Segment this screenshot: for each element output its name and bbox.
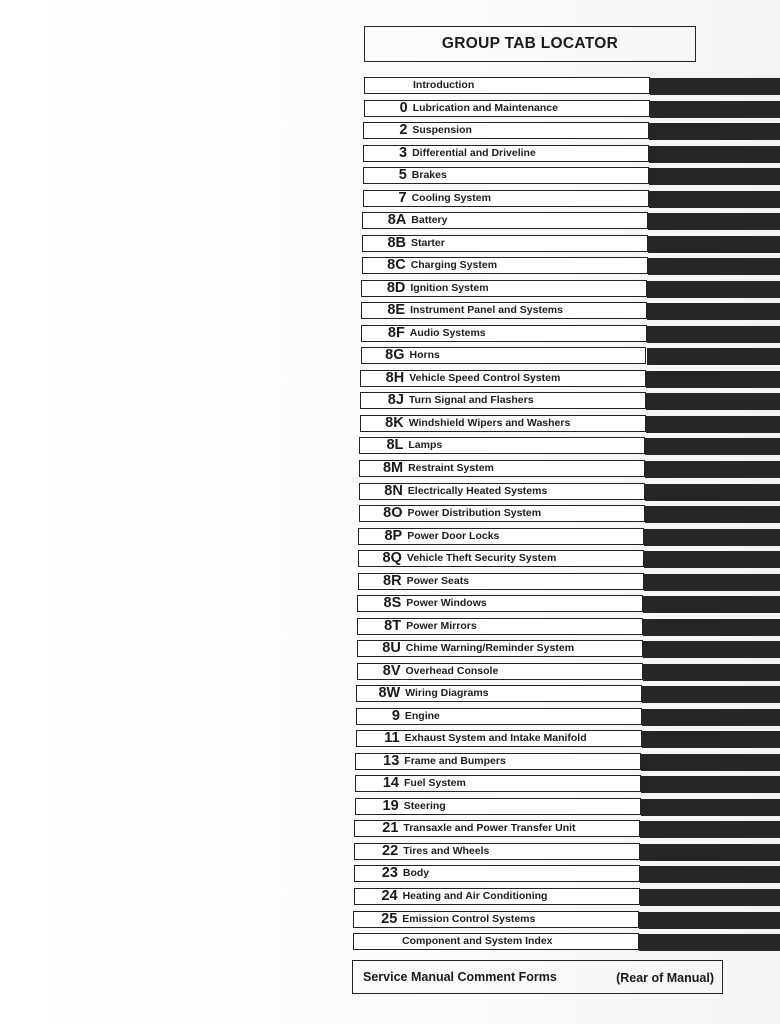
group-row[interactable] bbox=[357, 663, 780, 680]
group-number: 8P bbox=[384, 527, 403, 544]
group-number: 8J bbox=[387, 392, 404, 409]
group-number: 8S bbox=[383, 595, 402, 612]
group-number: 8M bbox=[382, 459, 404, 476]
group-row[interactable] bbox=[362, 235, 780, 252]
group-row[interactable] bbox=[355, 798, 780, 815]
group-label: Battery bbox=[411, 214, 448, 227]
group-row[interactable] bbox=[362, 257, 780, 274]
group-label: Vehicle Speed Control System bbox=[409, 371, 561, 384]
page-title: GROUP TAB LOCATOR bbox=[364, 26, 696, 62]
group-tab-marker bbox=[640, 844, 780, 861]
group-label: Charging System bbox=[410, 259, 498, 272]
group-number: 8L bbox=[386, 437, 404, 454]
group-number: 8H bbox=[385, 369, 405, 386]
group-row[interactable] bbox=[358, 528, 780, 545]
group-row[interactable] bbox=[355, 753, 780, 770]
group-label: Power Windows bbox=[406, 597, 487, 610]
group-number: 8A bbox=[387, 212, 407, 229]
group-label: Steering bbox=[403, 799, 446, 812]
group-tab-marker bbox=[649, 168, 780, 185]
group-number: 5 bbox=[398, 167, 407, 184]
group-row[interactable] bbox=[356, 708, 780, 725]
group-tab-marker bbox=[649, 123, 780, 140]
group-number: 25 bbox=[381, 910, 398, 927]
group-label: Wiring Diagrams bbox=[405, 687, 489, 700]
group-label: Audio Systems bbox=[409, 326, 486, 339]
group-row[interactable] bbox=[354, 820, 780, 837]
group-row[interactable] bbox=[364, 77, 780, 94]
group-number: 8T bbox=[384, 617, 402, 634]
group-label: Engine bbox=[404, 709, 440, 722]
group-tab-marker bbox=[650, 101, 780, 118]
group-row[interactable] bbox=[355, 775, 780, 792]
group-row[interactable] bbox=[353, 911, 780, 928]
group-row[interactable] bbox=[364, 100, 780, 117]
group-tab-marker bbox=[648, 258, 780, 275]
group-label: Suspension bbox=[412, 124, 472, 137]
group-row[interactable] bbox=[357, 618, 780, 635]
group-label: Chime Warning/Reminder System bbox=[405, 642, 575, 655]
group-row[interactable] bbox=[353, 933, 780, 950]
group-label: Lamps bbox=[408, 439, 443, 452]
group-number: 3 bbox=[399, 144, 408, 161]
group-number: 8C bbox=[387, 257, 406, 274]
group-tab-marker bbox=[645, 461, 780, 478]
group-label: Power Door Locks bbox=[407, 529, 500, 542]
group-row[interactable] bbox=[359, 437, 780, 454]
group-row[interactable] bbox=[357, 640, 780, 657]
group-label: Exhaust System and Intake Manifold bbox=[404, 732, 587, 745]
group-row[interactable] bbox=[359, 483, 780, 500]
group-label: Body bbox=[402, 867, 430, 880]
group-label: Electrically Heated Systems bbox=[407, 484, 548, 497]
group-tab-marker bbox=[648, 236, 780, 253]
group-number: 8U bbox=[382, 640, 401, 657]
group-number: 8N bbox=[384, 482, 403, 499]
group-row[interactable] bbox=[363, 145, 780, 162]
group-label: Tires and Wheels bbox=[403, 844, 490, 857]
group-tab-marker bbox=[644, 551, 780, 568]
group-row[interactable] bbox=[360, 392, 780, 409]
group-number: 8G bbox=[385, 347, 405, 364]
group-label: Restraint System bbox=[408, 461, 494, 474]
group-number: 8B bbox=[387, 234, 406, 251]
group-tab-marker bbox=[642, 731, 780, 748]
group-number: 8W bbox=[378, 685, 401, 702]
group-tab-marker bbox=[642, 686, 780, 703]
group-label: Frame and Bumpers bbox=[404, 754, 506, 767]
group-label: Vehicle Theft Security System bbox=[406, 552, 557, 565]
footer-box bbox=[352, 960, 723, 994]
group-row[interactable] bbox=[358, 550, 780, 567]
group-tab-marker bbox=[650, 78, 780, 95]
group-row[interactable] bbox=[361, 325, 780, 342]
group-tab-marker bbox=[641, 754, 780, 771]
group-tab-marker bbox=[639, 934, 780, 951]
group-number: 8K bbox=[385, 414, 404, 431]
group-tab-marker bbox=[648, 213, 780, 230]
rear-of-manual-note: (Rear of Manual) bbox=[616, 971, 714, 985]
group-label: Starter bbox=[411, 236, 445, 249]
group-number: 13 bbox=[383, 752, 400, 769]
group-number: 8F bbox=[387, 324, 405, 341]
group-row[interactable] bbox=[362, 212, 780, 229]
group-number: 8R bbox=[383, 572, 402, 589]
group-label: Cooling System bbox=[411, 191, 491, 204]
group-row[interactable] bbox=[356, 730, 780, 747]
group-label: Differential and Driveline bbox=[412, 146, 536, 159]
group-row[interactable] bbox=[361, 302, 780, 319]
group-tab-marker bbox=[644, 574, 780, 591]
group-row[interactable] bbox=[359, 460, 780, 477]
group-label: Component and System Index bbox=[402, 935, 553, 947]
group-number: 21 bbox=[382, 820, 399, 837]
group-label: Heating and Air Conditioning bbox=[402, 889, 548, 902]
group-label: Fuel System bbox=[404, 777, 466, 790]
group-number: 19 bbox=[382, 797, 399, 814]
group-row[interactable] bbox=[360, 415, 780, 432]
group-tab-marker bbox=[640, 866, 780, 883]
group-label: Introduction bbox=[413, 79, 475, 91]
group-label: Power Distribution System bbox=[407, 507, 542, 519]
group-label: Brakes bbox=[411, 169, 447, 182]
group-tab-marker bbox=[641, 776, 780, 793]
group-label: Instrument Panel and Systems bbox=[410, 304, 563, 317]
group-label: Ignition System bbox=[410, 281, 489, 294]
group-row[interactable] bbox=[360, 370, 780, 387]
group-row[interactable] bbox=[358, 573, 780, 590]
group-tab-marker bbox=[646, 416, 780, 433]
group-number: 14 bbox=[382, 775, 399, 792]
group-tab-marker bbox=[640, 821, 780, 838]
group-tab-marker bbox=[645, 438, 780, 455]
group-number: 8V bbox=[382, 662, 401, 679]
group-number: 0 bbox=[399, 99, 408, 116]
group-tab-marker bbox=[645, 506, 780, 523]
group-row[interactable] bbox=[363, 190, 780, 207]
group-number: 8D bbox=[386, 279, 406, 296]
group-row[interactable] bbox=[354, 843, 780, 860]
group-row[interactable] bbox=[356, 685, 780, 702]
group-row[interactable] bbox=[361, 347, 780, 364]
group-row[interactable] bbox=[361, 280, 780, 297]
group-number: 8E bbox=[387, 302, 406, 319]
group-number: 11 bbox=[384, 730, 400, 747]
group-tab-marker bbox=[649, 191, 780, 208]
group-tab-marker bbox=[645, 484, 780, 501]
group-label: Turn Signal and Flashers bbox=[408, 394, 534, 407]
group-label: Emission Control Systems bbox=[402, 912, 536, 925]
group-tab-marker bbox=[649, 146, 780, 163]
group-tab-marker bbox=[643, 641, 780, 658]
group-number: 24 bbox=[381, 887, 398, 904]
group-tab-marker bbox=[643, 619, 780, 636]
group-number: 8O bbox=[383, 505, 403, 521]
group-number bbox=[364, 77, 408, 94]
group-label: Transaxle and Power Transfer Unit bbox=[403, 822, 576, 835]
group-row[interactable] bbox=[357, 595, 780, 612]
group-tab-marker bbox=[641, 799, 780, 816]
group-row[interactable] bbox=[359, 505, 780, 522]
group-number: 23 bbox=[381, 865, 398, 882]
group-tab-marker bbox=[639, 912, 780, 929]
group-number: 8Q bbox=[382, 550, 402, 567]
group-row[interactable] bbox=[363, 122, 780, 139]
group-label: Power Seats bbox=[406, 574, 470, 587]
group-label: Lubrication and Maintenance bbox=[412, 101, 558, 114]
group-tab-marker bbox=[640, 889, 780, 906]
group-tab-marker bbox=[647, 326, 780, 343]
group-label: Horns bbox=[409, 349, 440, 362]
group-tab-marker bbox=[644, 529, 780, 546]
comment-forms-label: Service Manual Comment Forms bbox=[363, 970, 557, 984]
group-label: Overhead Console bbox=[405, 664, 499, 677]
group-number: 2 bbox=[399, 122, 408, 139]
group-tab-marker bbox=[647, 281, 780, 298]
group-tab-marker bbox=[643, 664, 780, 681]
group-number: 9 bbox=[391, 707, 400, 724]
group-number: 7 bbox=[398, 189, 407, 206]
group-tab-marker bbox=[646, 371, 780, 388]
group-tab-marker bbox=[647, 348, 780, 365]
group-tab-marker bbox=[646, 393, 780, 410]
group-number: 22 bbox=[382, 842, 399, 859]
group-label: Power Mirrors bbox=[406, 619, 477, 632]
group-label: Windshield Wipers and Washers bbox=[408, 416, 571, 429]
group-number bbox=[353, 933, 397, 950]
group-tab-marker bbox=[643, 596, 780, 613]
group-row[interactable] bbox=[363, 167, 780, 184]
group-row[interactable] bbox=[354, 865, 780, 882]
group-tab-marker bbox=[647, 303, 780, 320]
group-tab-marker bbox=[642, 709, 780, 726]
group-row[interactable] bbox=[354, 888, 780, 905]
